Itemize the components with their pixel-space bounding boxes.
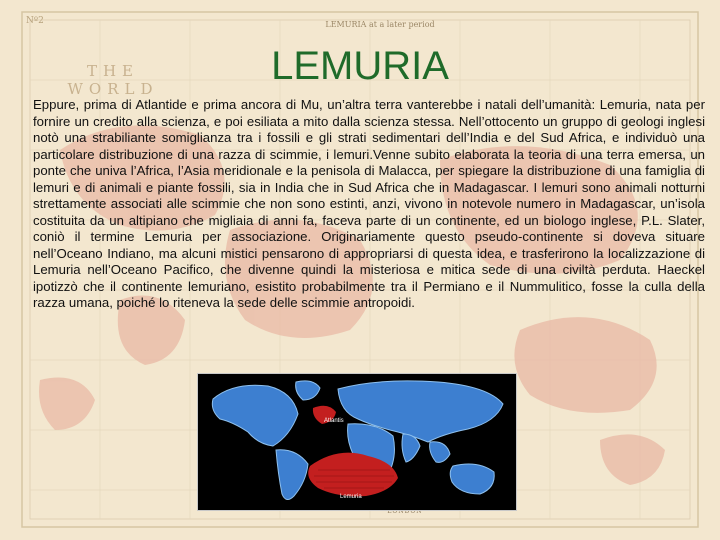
map-plate-number: Nº2 [26,16,44,26]
atlantis-label: Atlantis [324,418,344,424]
map-world-label: THE WORLD [67,62,159,98]
lemuria-label: Lemuria [340,494,362,500]
map-caption: LEMURIA at a later period [325,20,435,29]
continents-map-figure [197,373,517,511]
body-paragraph: Eppure, prima di Atlantide e prima ancora di Mu, un’altra terra vanterebbe i natali dell’umanità: Lemuria, nata per fornire un credito alla scienza, e poi esiliata a mito dalla scienza stessa. Nell’ottocento un gruppo di geologi inglesi notò una strabiliante somiglianza tra i fossili e gli strati sedimentari dell’India e del Sud Africa, e individuò una particolare distribuzione di una razza di scimmie, i lemuri.Venne subito elaborata la teoria di una terra emersa, un ponte che univa l’Africa, l’Asia meridionale e la penisola di Malacca, per spiegare la distribuzione di una famiglia di lemuri e di animali e piante fossili, sia in India che in Sud Africa che in Madagascar. I lemuri sono animali notturni strettamente associati alle scimmie che non sono estinti, anzi, vivono in notevole numero in Madagascar, un’isola costituita da un altipiano che migliaia di anni fa, faceva parte di un continente, ed un biologo inglese, P.L. Slater, coniò il termine Lemuria per associazione. Originariamente questo pseudo-continente si doveva situare nell’Oceano Indiano, ma alcuni mistici pensarono di appropriarsi di questa idea, e trasferirono la localizzazione di Lemuria nell’Oceano Pacifico, che divenne quindi la misteriosa e mitica sede di una civiltà perduta. Haeckel ipotizzò che il continente lemuriano, esistito probabilmente tra il Permiano e il Nummulitico, fosse la culla della razza umana, poiché lo riteneva la sede delle scimmie antropoidi. [33,97,705,310]
slide-title: LEMURIA [271,44,449,88]
continents-map [198,374,516,510]
